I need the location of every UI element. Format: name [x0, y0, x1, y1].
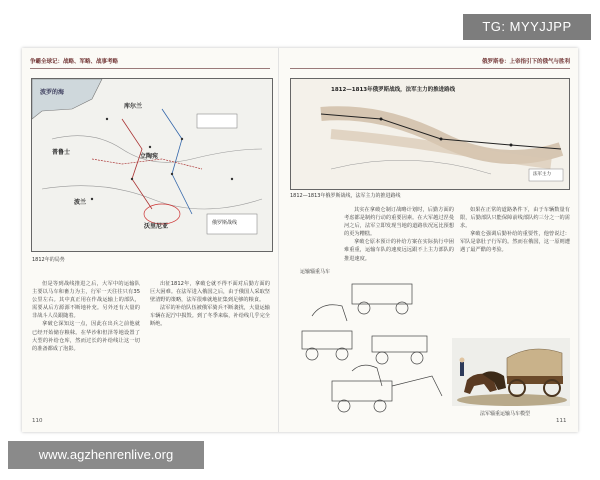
left-text-col2 — [150, 280, 270, 412]
map-legend-box: 俄罗斯战线 — [212, 220, 238, 226]
left-col2-paragraph-2: 法军的补给队伍被俄军骑兵不断袭扰，大量运输车辆在泥泞中损毁。到了冬季来临，补给线几乎完全断绝。 — [150, 305, 270, 328]
map-label-volhynia: 沃里尼亚 — [144, 223, 169, 230]
right-map-title: 1812—1813年俄罗斯战线，法军主力的推进路线 — [331, 87, 456, 93]
watermark-top: TG: MYYJJPP — [463, 14, 591, 40]
right-paragraph-1: 其实在拿破仑制订战略计划时，后勤方面的考虑都是制约行动的重要因素。在大军越过涅曼河之后，法军立即发现当地的道路状况远比预想的更为糟糕。 — [344, 207, 454, 238]
photo-caption: 法军辎重运输马车模型 — [480, 411, 531, 417]
right-text-col1 — [344, 206, 454, 266]
left-col2-paragraph-1: 出征1812年，拿破仑就不得不面对后勤方面的巨大困难。在法军进入俄国之后，由于俄国人采取坚壁清野的策略，法军很难就地征集到足够的粮食。 — [150, 281, 270, 304]
right-col2-paragraph-2: 拿破仑强调后勤补给的重要性，他曾说过：军队是靠肚子行军的。然而在俄国，这一原则遭遇了最严酷的考验。 — [460, 231, 570, 254]
left-page-number: 110 — [32, 418, 43, 424]
map-label-lithuania: 立陶宛 — [140, 153, 159, 160]
map-label-city-top: 库尔兰 — [124, 103, 143, 110]
right-text-col2 — [460, 206, 570, 338]
sketch-label: 运输辎重马车 — [300, 269, 331, 275]
right-map — [290, 78, 570, 190]
right-map-caption: 1812—1813年俄罗斯战线，法军主力的推进路线 — [290, 193, 401, 199]
right-map-graphic — [291, 79, 569, 189]
left-text-col1 — [32, 280, 140, 412]
left-page-header: 争霸全球记：战略、军略、战事考略 — [30, 56, 270, 69]
map-label-sea: 波罗的海 — [40, 89, 65, 96]
wagon-model-photo — [452, 338, 570, 406]
right-page-number: 111 — [556, 418, 567, 424]
left-paragraph-2: 拿破仑深知这一点，因此在出兵之前他就已经开始储存粮秣。在华沙和但泽等地设置了大型的补给仓库，然而过长的补给线让这一切的准备都成了泡影。 — [32, 321, 140, 352]
watermark-bottom: www.agzhenrenlive.org — [8, 441, 204, 469]
left-paragraph-1: 但是等到战线推进之后，大军中的运输队主要以马车和畜力为主，行军一天往往只有35公里左右。其中真正用在作战运输上的部队，需要从后方源源不断地补充。另外还有大量的非战斗人员跟随着。 — [32, 281, 140, 320]
left-map-caption: 1812年的局势 — [32, 257, 65, 263]
left-map — [31, 78, 273, 252]
right-col2-paragraph-1: 如果在正常的道路条件下，由于车辆数量有限，后勤部队只能保障前线部队约三分之一的需求。 — [460, 207, 570, 230]
map-label-prussia: 普鲁士 — [52, 149, 71, 156]
right-paragraph-2: 拿破仑原本预计的补给方案在实际执行中困难重重，运输车队的速度远远跟不上主力部队的推进速度。 — [344, 239, 454, 262]
wagon-sketch — [292, 276, 452, 416]
right-map-legend: 法军主力 — [533, 172, 551, 177]
book-gutter — [278, 48, 279, 432]
map-label-poland: 波兰 — [74, 199, 87, 206]
right-page-header: 俄罗斯卷：上帝指引下的俄气与胜利 — [290, 56, 570, 69]
